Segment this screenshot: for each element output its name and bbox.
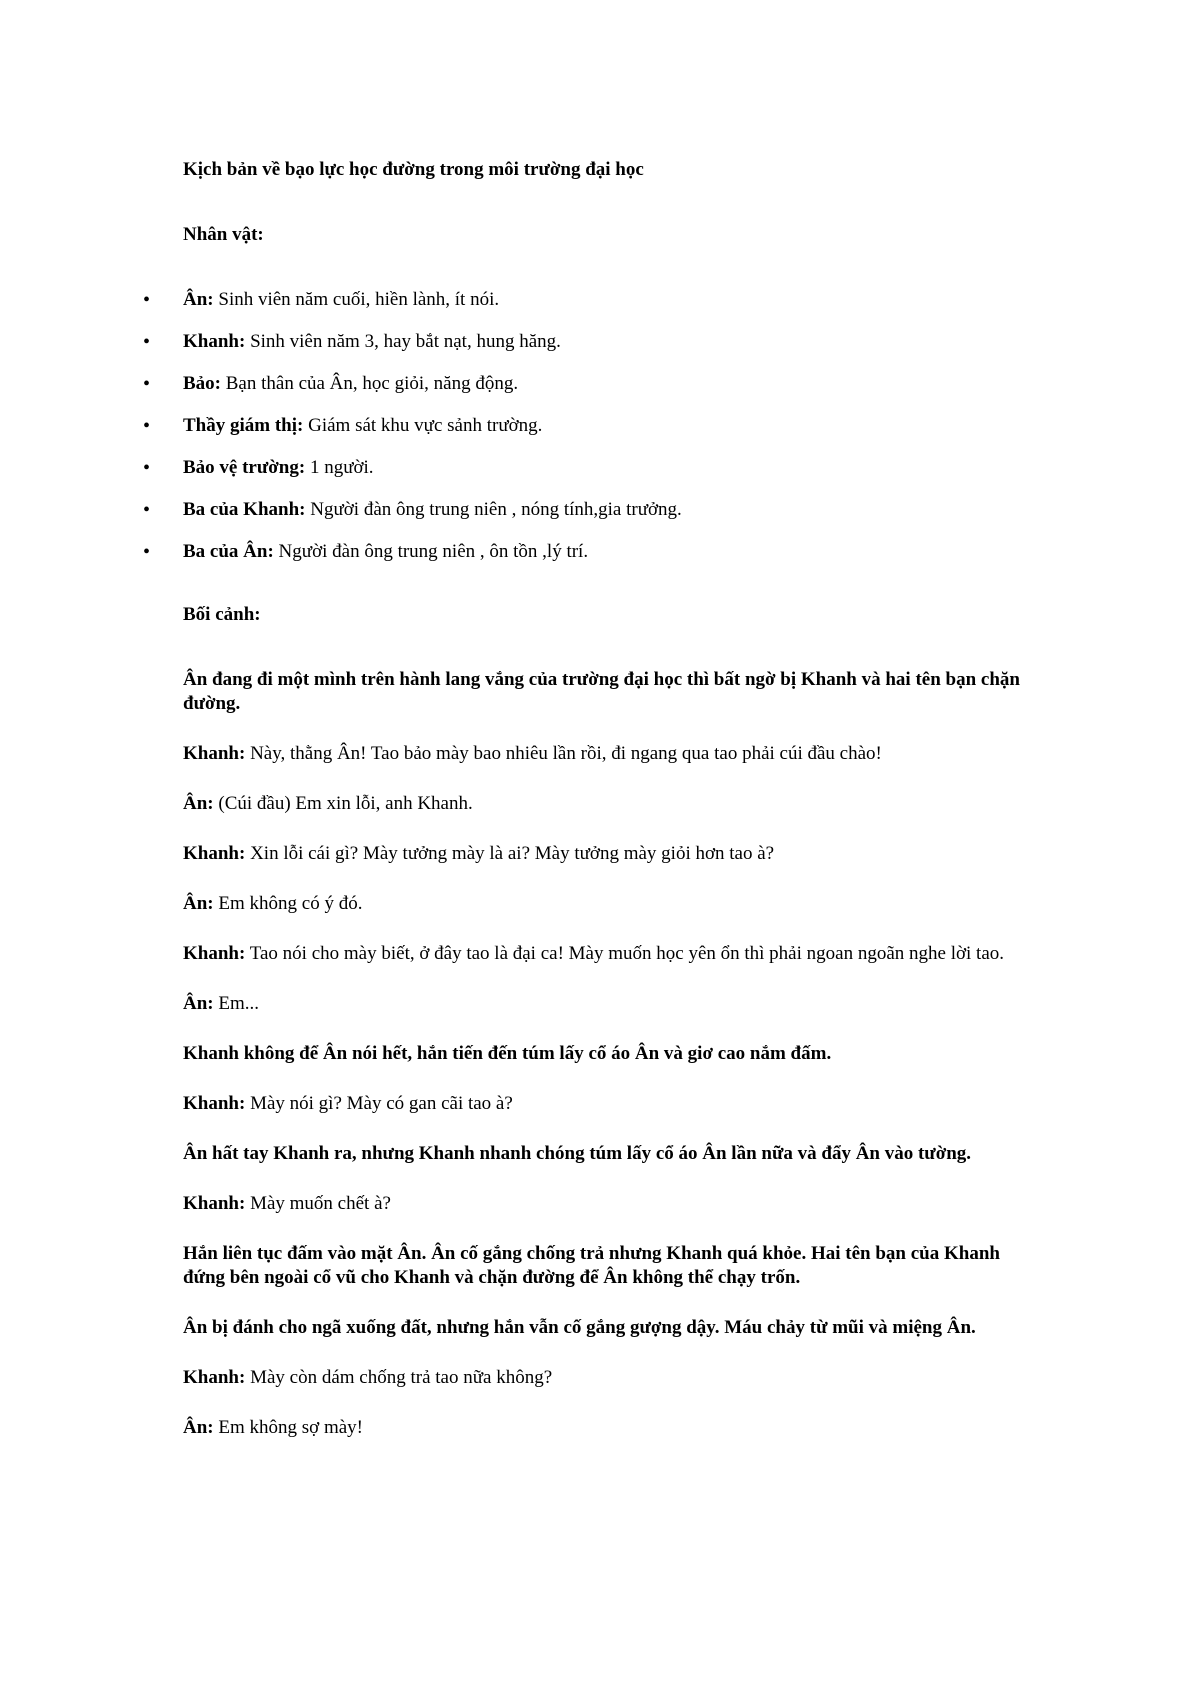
bullet-icon: • [143,541,151,563]
setting-heading: Bối cảnh: [183,604,261,625]
stage-direction: Hắn liên tục đấm vào mặt Ân. Ân cố gắng chống trả nhưng Khanh quá khỏe. Hai tên bạn của Khanh đứng bên ngoài cổ vũ cho Khanh và chặn đường để Ân không thể chạy trốn. [183,1243,1000,1288]
list-item [143,540,1043,564]
bullet-icon: • [143,331,151,353]
character-name: Thầy giám thị: [183,415,304,436]
dialogue-text: Em không có ý đó. [213,893,363,914]
dialogue-text: Này, thằng Ân! Tao bảo mày bao nhiêu lần rồi, đi ngang qua tao phải cúi đầu chào! [245,743,882,764]
document-title: Kịch bản về bạo lực học đường trong môi trường đại học [183,159,644,180]
list-item [143,288,1043,312]
dialogue-line [183,842,1043,866]
dialogue-text: Mày còn dám chống trả tao nữa không? [245,1367,553,1388]
script-body [183,668,1043,1440]
dialogue-line [183,942,1043,966]
character-list [143,288,1043,564]
dialogue-line [183,742,1043,766]
dialogue-text: Mày nói gì? Mày có gan cãi tao à? [245,1093,513,1114]
speaker-name: Ân: [183,793,214,814]
character-name: Bảo: [183,373,221,394]
dialogue-line [183,1416,1043,1440]
speaker-name: Khanh: [183,1093,246,1114]
speaker-name: Khanh: [183,743,246,764]
dialogue-line [183,1366,1043,1390]
dialogue-line [183,792,1043,816]
dialogue-text: Xin lỗi cái gì? Mày tưởng mày là ai? Mày tưởng mày giỏi hơn tao à? [245,843,775,864]
bullet-icon: • [143,373,151,395]
dialogue-line [183,892,1043,916]
bullet-icon: • [143,499,151,521]
character-description: Giám sát khu vực sảnh trường. [303,415,543,436]
dialogue-text: (Cúi đầu) Em xin lỗi, anh Khanh. [213,793,473,814]
dialogue-line [183,992,1043,1016]
document-content [143,158,1043,1466]
list-item [143,330,1043,354]
stage-direction: Khanh không để Ân nói hết, hắn tiến đến túm lấy cổ áo Ân và giơ cao nắm đấm. [183,1043,832,1064]
stage-direction: Ân hất tay Khanh ra, nhưng Khanh nhanh chóng túm lấy cổ áo Ân lần nữa và đẩy Ân vào tường. [183,1143,972,1164]
character-description: Người đàn ông trung niên , nóng tính,gia trưởng. [305,499,682,520]
speaker-name: Ân: [183,893,214,914]
character-description: Sinh viên năm cuối, hiền lành, ít nói. [213,289,500,310]
character-description: 1 người. [305,457,374,478]
speaker-name: Ân: [183,1417,214,1438]
stage-direction: Ân bị đánh cho ngã xuống đất, nhưng hắn vẫn cố gắng gượng dậy. Máu chảy từ mũi và miệng Ân. [183,1317,976,1338]
list-item [143,498,1043,522]
dialogue-text: Em không sợ mày! [213,1417,363,1438]
bullet-icon: • [143,289,151,311]
stage-direction: Ân đang đi một mình trên hành lang vắng của trường đại học thì bất ngờ bị Khanh và hai tên bạn chặn đường. [183,669,1020,714]
dialogue-text: Mày muốn chết à? [245,1193,391,1214]
speaker-name: Khanh: [183,943,246,964]
dialogue-text: Em... [213,993,260,1014]
characters-heading: Nhân vật: [183,224,264,245]
dialogue-line [183,1192,1043,1216]
list-item [143,414,1043,438]
speaker-name: Khanh: [183,1367,246,1388]
speaker-name: Khanh: [183,843,246,864]
dialogue-line [183,1092,1043,1116]
bullet-icon: • [143,457,151,479]
bullet-icon: • [143,415,151,437]
dialogue-text: Tao nói cho mày biết, ở đây tao là đại ca! Mày muốn học yên ổn thì phải ngoan ngoãn nghe lời tao. [245,943,1005,964]
character-name: Khanh: [183,331,246,352]
list-item [143,456,1043,480]
speaker-name: Khanh: [183,1193,246,1214]
character-description: Người đàn ông trung niên , ôn tồn ,lý trí. [273,541,589,562]
character-description: Sinh viên năm 3, hay bắt nạt, hung hăng. [245,331,561,352]
character-name: Ân: [183,289,214,310]
character-name: Ba của Khanh: [183,499,306,520]
speaker-name: Ân: [183,993,214,1014]
list-item [143,372,1043,396]
character-name: Ba của Ân: [183,541,274,562]
character-name: Bảo vệ trường: [183,457,306,478]
character-description: Bạn thân của Ân, học giỏi, năng động. [221,373,519,394]
